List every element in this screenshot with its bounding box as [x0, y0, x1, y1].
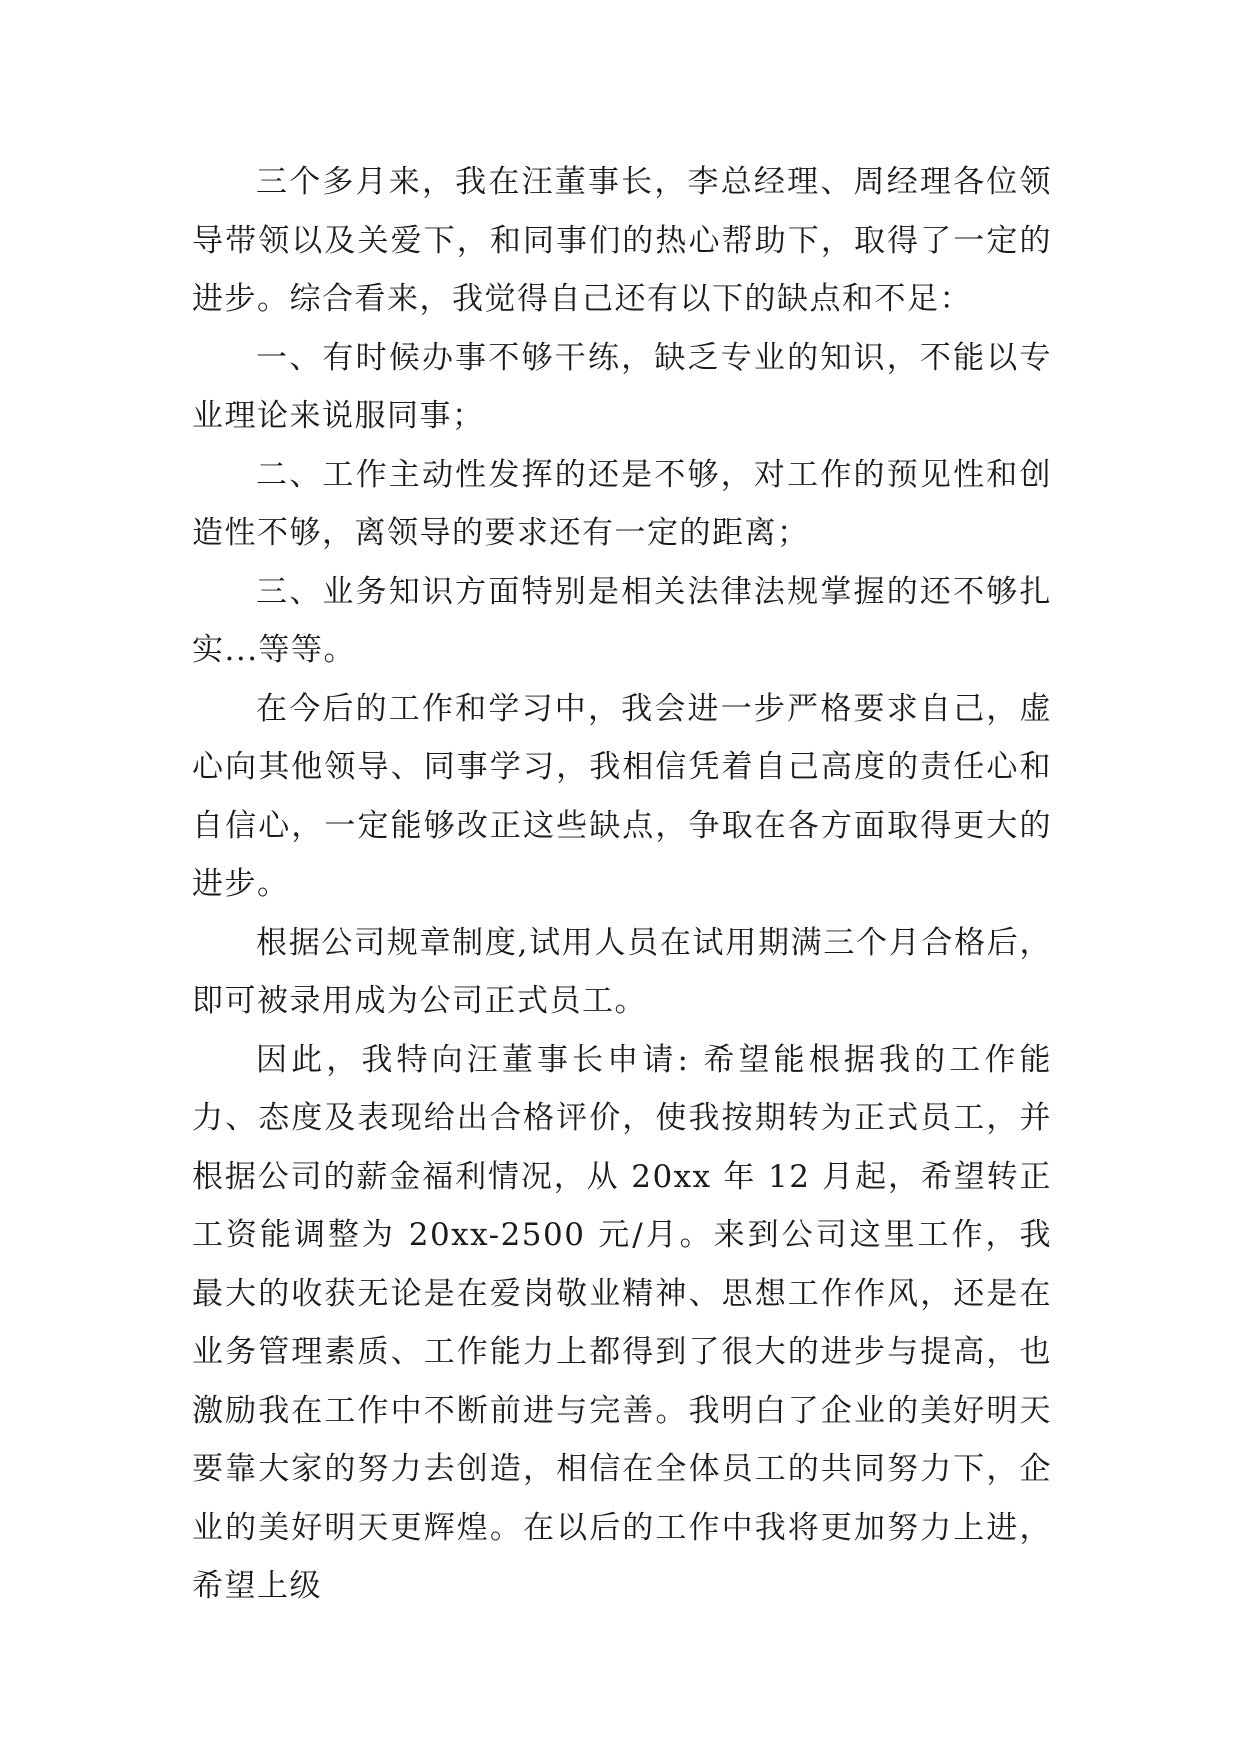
paragraph-future-plan: 在今后的工作和学习中，我会进一步严格要求自己，虚心向其他领导、同事学习，我相信凭着自己高度的责任心和自信心，一定能够改正这些缺点，争取在各方面取得更大的进步。: [192, 690, 1052, 902]
paragraph-shortcoming-3: 三、业务知识方面特别是相关法律法规掌握的还不够扎实...等等。: [192, 573, 1052, 668]
document-body: [192, 153, 1052, 1616]
paragraph-application: 因此，我特向汪董事长申请: 希望能根据我的工作能力、态度及表现给出合格评价，使我按期转为正式员工，并根据公司的薪金福利情况，从 20xx 年 12 月起，希望转正工资能调整为 20xx-2500 元/月。来到公司这里工作，我最大的收获无论是在爱岗敬业精神、思想工作作风，还是在业务管理素质、工作能力上都得到了很大的进步与提高，也激励我在工作中不断前进与完善。我明白了企业的美好明天要靠大家的努力去创造，相信在全体员工的共同努力下，企业的美好明天更辉煌。在以后的工作中我将更加努力上进，希望上级: [192, 1041, 1052, 1604]
paragraph-intro: 三个多月来，我在汪董事长，李总经理、周经理各位领导带领以及关爱下，和同事们的热心帮助下，取得了一定的进步。综合看来，我觉得自己还有以下的缺点和不足：: [192, 164, 1052, 317]
paragraph-shortcoming-1: 一、有时候办事不够干练，缺乏专业的知识，不能以专业理论来说服同事；: [192, 339, 1052, 434]
paragraph-shortcoming-2: 二、工作主动性发挥的还是不够，对工作的预见性和创造性不够，离领导的要求还有一定的距离；: [192, 456, 1052, 551]
paragraph-company-rules: 根据公司规章制度,试用人员在试用期满三个月合格后，即可被录用成为公司正式员工。: [192, 924, 1052, 1019]
